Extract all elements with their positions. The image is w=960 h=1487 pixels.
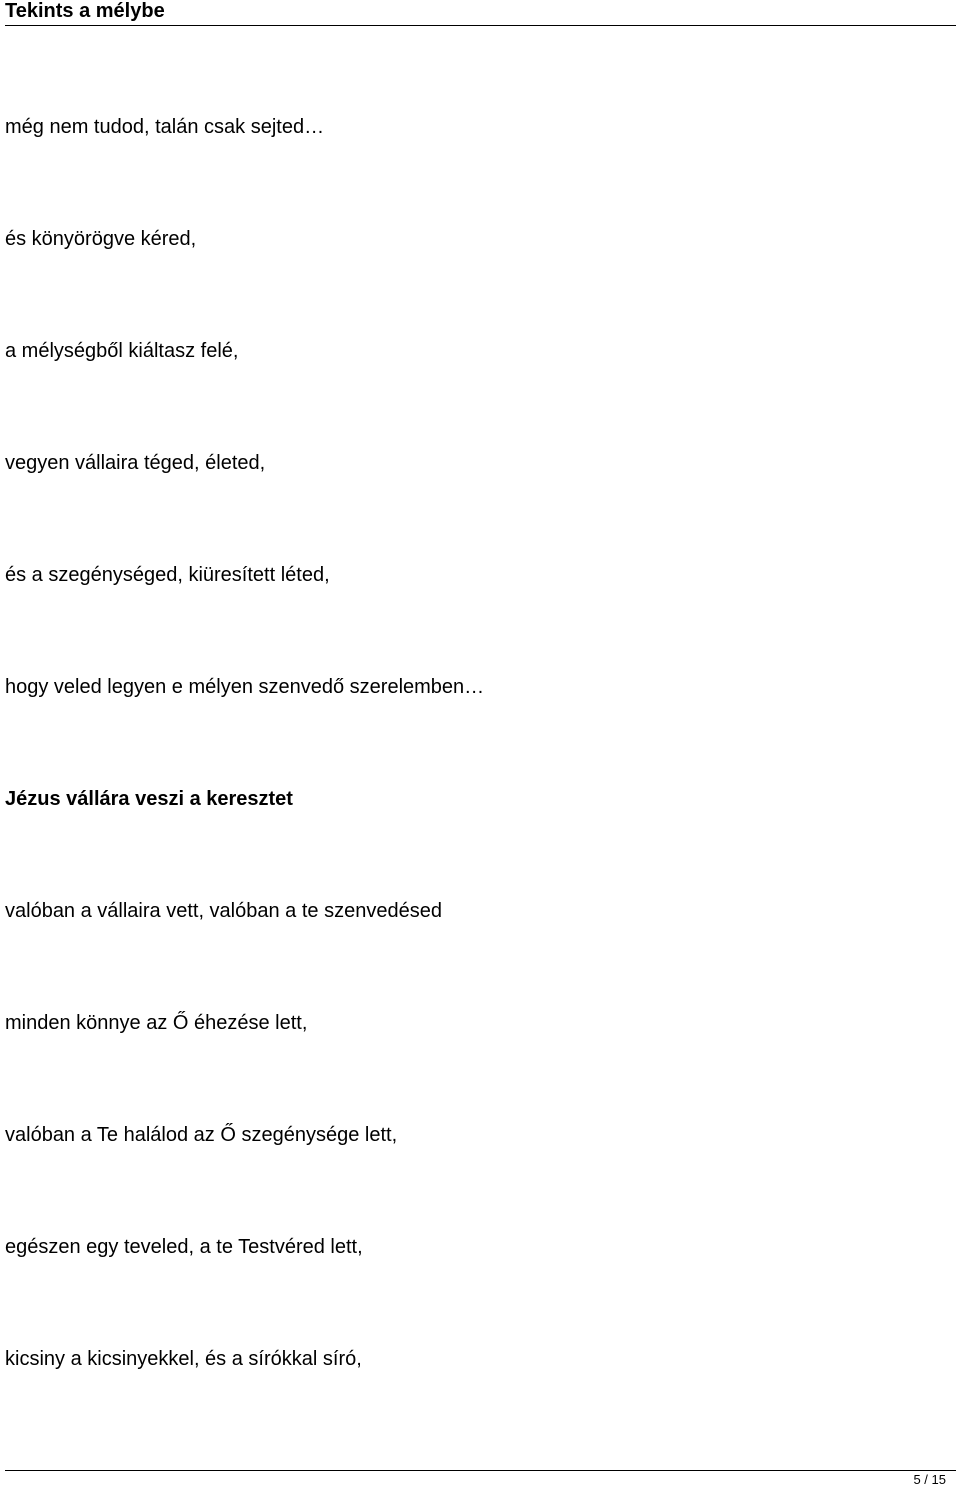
text-line-3: a mélységből kiáltasz felé, <box>5 340 239 362</box>
text-line-10: valóban a Te halálod az Ő szegénysége lett, <box>5 1124 398 1146</box>
text-line-12: kicsiny a kicsinyekkel, és a sírókkal síró, <box>5 1348 362 1370</box>
text-line-2: és könyörögve kéred, <box>5 228 197 250</box>
footer-divider <box>5 1470 956 1471</box>
page-number: 5 / 15 <box>913 1472 946 1487</box>
text-line-11: egészen egy teveled, a te Testvéred lett, <box>5 1236 363 1258</box>
text-line-8: valóban a vállaira vett, valóban a te szenvedésed <box>5 900 442 922</box>
text-line-9: minden könnye az Ő éhezése lett, <box>5 1012 308 1034</box>
text-line-4: vegyen vállaira téged, életed, <box>5 452 266 474</box>
text-line-1: még nem tudod, talán csak sejted… <box>5 116 325 138</box>
text-line-7-heading: Jézus vállára veszi a keresztet <box>5 788 293 810</box>
text-line-6: hogy veled legyen e mélyen szenvedő szerelemben… <box>5 676 485 698</box>
header-divider <box>5 25 956 26</box>
document-title: Tekints a mélybe <box>5 0 165 22</box>
text-line-5: és a szegénységed, kiüresített léted, <box>5 564 330 586</box>
